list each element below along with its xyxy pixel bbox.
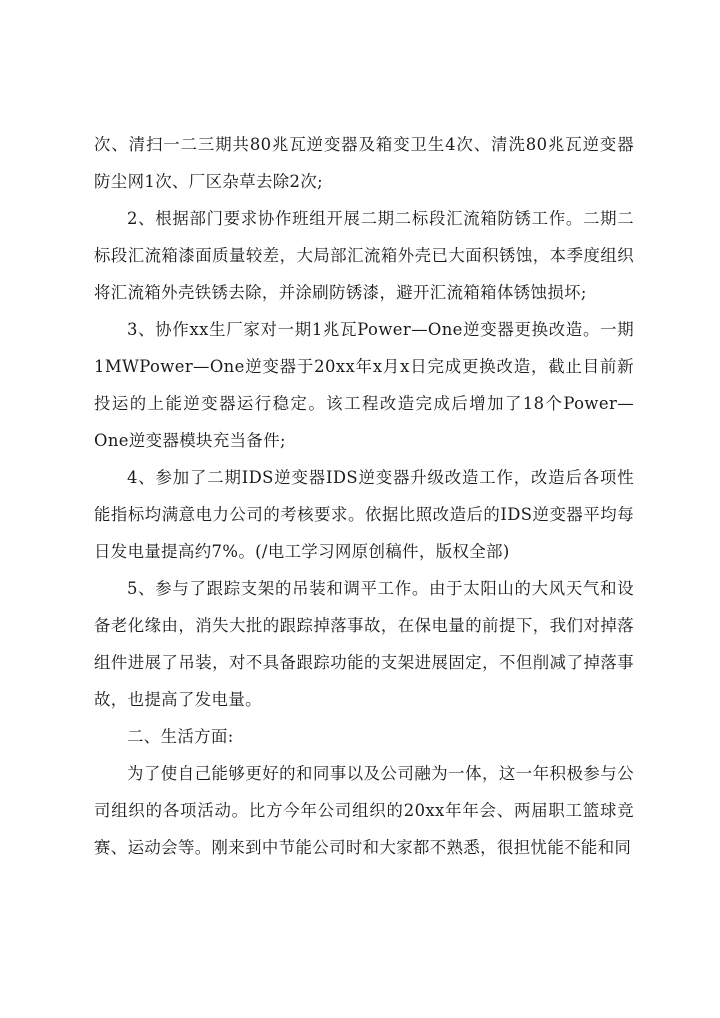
paragraph-life-body: 为了使自己能够更好的和同事以及公司融为一体，这一年积极参与公司组织的各项活动。比方今年公司组织的20xx年年会、两届职工篮球竞赛、运动会等。刚来到中节能公司时和大家都不熟悉，很担忧能不能和同 <box>94 764 634 857</box>
section-heading-life: 二、生活方面: <box>127 727 234 746</box>
paragraph-item-2: 2、根据部门要求协作班组开展二期二标段汇流箱防锈工作。二期二标段汇流箱漆面质量较差，大局部汇流箱外壳已大面积锈蚀，本季度组织将汇流箱外壳铁锈去除，并涂刷防锈漆，避开汇流箱箱体锈蚀损坏; <box>94 209 634 302</box>
document-body <box>94 126 634 866</box>
paragraph-item-4: 4、参加了二期IDS逆变器IDS逆变器升级改造工作，改造后各项性能指标均满意电力公司的考核要求。依据比照改造后的IDS逆变器平均每日发电量提高约7%。(/电工学习网原创稿件，版权全部) <box>94 468 634 561</box>
paragraph-item-5: 5、参与了跟踪支架的吊装和调平工作。由于太阳山的大风天气和设备老化缘由，消失大批的跟踪掉落事故，在保电量的前提下，我们对掉落组件进展了吊装，对不具备跟踪功能的支架进展固定，不但削减了掉落事故，也提高了发电量。 <box>94 579 634 709</box>
paragraph-continuation: 次、清扫一二三期共80兆瓦逆变器及箱变卫生4次、清洗80兆瓦逆变器防尘网1次、厂区杂草去除2次; <box>94 135 634 191</box>
paragraph-item-3: 3、协作xx生厂家对一期1兆瓦Power—One逆变器更换改造。一期1MWPower—One逆变器于20xx年x月x日完成更换改造，截止目前新投运的上能逆变器运行稳定。该工程改造完成后增加了18个Power—One逆变器模块充当备件; <box>94 320 634 450</box>
